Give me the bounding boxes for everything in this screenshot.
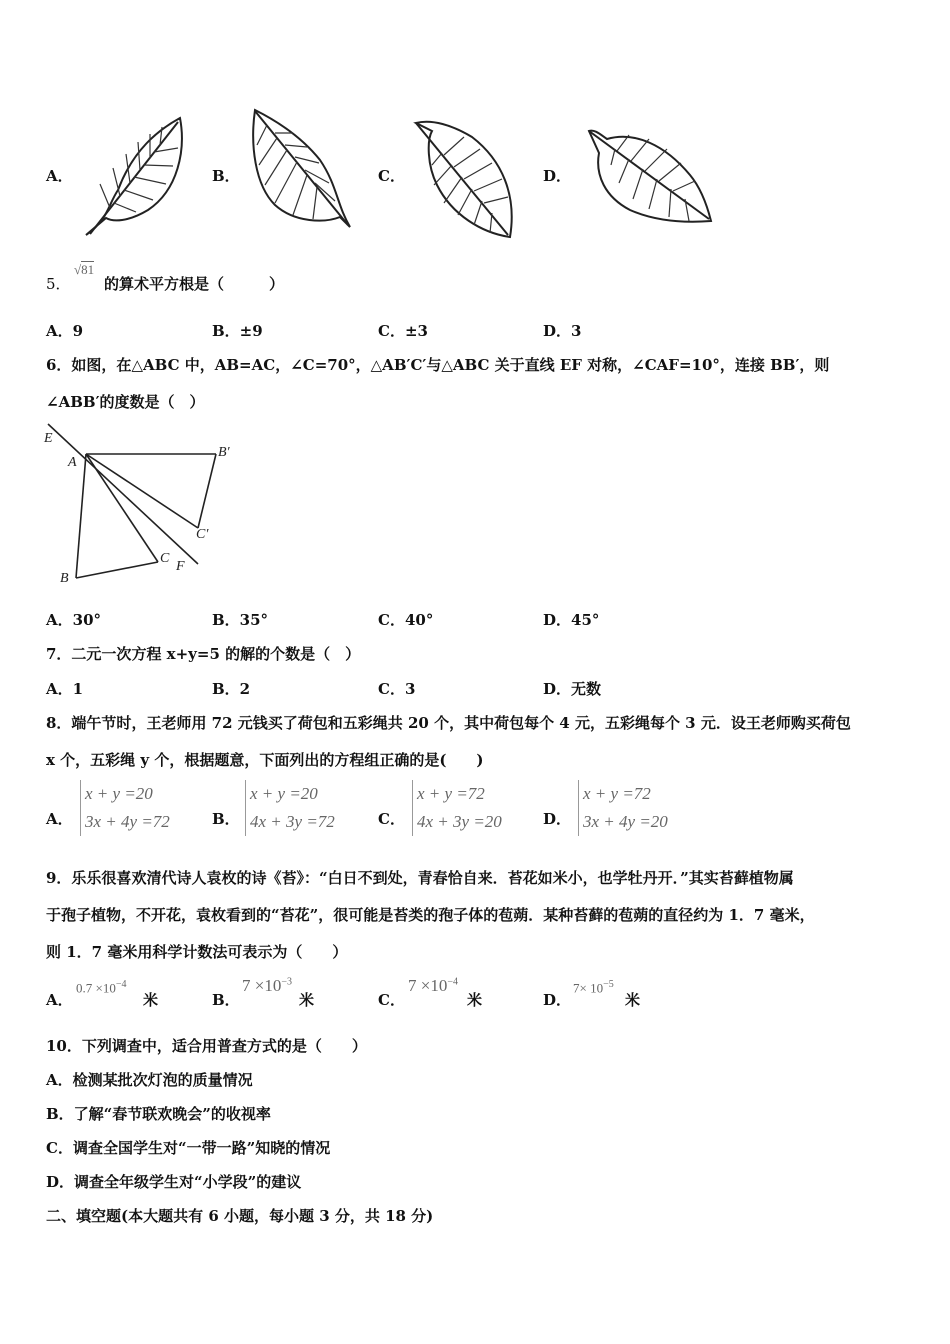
segment-bc (76, 562, 158, 578)
equation: x + y =72 (583, 784, 651, 803)
leaf-icon (412, 115, 522, 245)
q10-option-c: C．调查全国学生对“一带一路”知晓的情况 (46, 1139, 331, 1157)
q7-option-c: C．3 (378, 680, 416, 698)
q9-stem-line2: 于孢子植物，不开花，袁枚看到的“苔花”，很可能是苔类的孢子体的苞蒴．某种苔藓的苞蒴的直径约为 1．7 毫米， (46, 906, 815, 924)
label-b1: B′ (218, 445, 230, 460)
q8-option-b-label: B． (212, 810, 240, 828)
q7-stem: 7．二元一次方程 x+y=5 的解的个数是（ ） (46, 645, 361, 663)
label-e: E (44, 431, 53, 446)
q6-stem-line1: 6．如图，在△ABC 中，AB=AC，∠C=70°，△AB′C′与△ABC 关于直线 EF 对称，∠CAF=10°，连接 BB′，则 (46, 356, 830, 374)
q9-option-d-value: $7\times 10^{-5}$ (573, 979, 614, 996)
q8-stem-line1: 8．端午节时，王老师用 72 元钱买了荷包和五彩绳共 20 个，其中荷包每个 4 元，五彩绳每个 3 元．设王老师购买荷包 (46, 714, 851, 732)
segment-ab (76, 454, 86, 578)
q5-option-a: A．9 (46, 322, 84, 340)
q4-option-a-label: A． (46, 167, 73, 185)
q8-option-d-system (578, 780, 668, 836)
q4-option-b-label: B． (212, 167, 240, 185)
label-c: C (160, 551, 170, 566)
q9-option-b-value: $7 \times 10^{-3}$ (242, 976, 292, 995)
q8-option-d-label: D． (543, 810, 572, 828)
q9-stem-line3: 则 1．7 毫米用科学计数法可表示为（ ） (46, 943, 348, 961)
q9-option-d-unit: 米 (625, 991, 641, 1009)
equation: x + y =72 (417, 784, 485, 803)
q10-option-a: A．检测某批次灯泡的质量情况 (46, 1071, 253, 1089)
q7-option-a: A．1 (46, 680, 84, 698)
q8-option-a-system (80, 780, 170, 836)
q6-option-c: C．40° (378, 611, 434, 629)
q5-radicand: 81 (81, 262, 95, 277)
q6-option-a: A．30° (46, 611, 102, 629)
section-2-heading: 二、填空题(本大题共有 6 小题，每小题 3 分，共 18 分) (46, 1207, 434, 1225)
q6-figure (40, 420, 240, 590)
q6-stem-line2: ∠ABB′的度数是（ ） (46, 393, 205, 411)
q6-option-d: D．45° (543, 611, 600, 629)
q9-option-a-value: $0.7 \times 10^{-4}$ (76, 979, 127, 996)
q9-option-a-label: A． (46, 991, 73, 1009)
q9-option-c-label: C． (378, 991, 405, 1009)
q5-option-d: D．3 (543, 322, 582, 340)
q9-option-c-unit: 米 (467, 991, 483, 1009)
segment-ac1 (86, 454, 198, 528)
leaf-icon (585, 125, 715, 230)
equation: 4x + 3y =20 (417, 812, 502, 831)
label-a: A (68, 455, 77, 470)
equation: 3x + 4y =20 (583, 812, 668, 831)
q8-option-a-label: A． (46, 810, 73, 828)
q8-stem-line2: x 个，五彩绳 y 个，根据题意，下面列出的方程组正确的是( ) (46, 751, 484, 769)
q5-option-c: C．±3 (378, 322, 428, 340)
q9-stem-line1: 9．乐乐很喜欢清代诗人袁枚的诗《苔》：“白日不到处，青春恰自来．苔花如米小，也学牡丹开．”其实苔藓植物属 (46, 869, 794, 887)
q9-option-b-unit: 米 (299, 991, 315, 1009)
q7-option-d: D．无数 (543, 680, 602, 698)
sqrt-expression (74, 262, 94, 278)
q10-option-b: B．了解“春节联欢晚会”的收视率 (46, 1105, 271, 1123)
q9-option-d-label: D． (543, 991, 572, 1009)
label-b: B (60, 571, 69, 586)
q4-option-c-label: C． (378, 167, 405, 185)
q8-option-c-system (412, 780, 502, 836)
q5-stem: 的算术平方根是（ ） (104, 275, 285, 293)
q8-option-c-label: C． (378, 810, 405, 828)
q5-option-b: B．±9 (212, 322, 263, 340)
q5-number: 5． (46, 275, 71, 293)
q10-option-d: D．调查全年级学生对“小学段”的建议 (46, 1173, 302, 1191)
q9-option-c-value: $7 \times 10^{-4}$ (408, 976, 458, 995)
line-ef (48, 424, 198, 564)
q9-option-a-unit: 米 (143, 991, 159, 1009)
label-f: F (176, 559, 185, 574)
q8-option-b-system (245, 780, 335, 836)
q9-option-b-label: B． (212, 991, 240, 1009)
segment-ac (86, 454, 158, 562)
sqrt-icon: √ (74, 262, 82, 277)
q10-stem: 10．下列调查中，适合用普查方式的是（ ） (46, 1037, 367, 1055)
q4-option-d-label: D． (543, 167, 572, 185)
equation: x + y =20 (85, 784, 153, 803)
label-c1: C′ (196, 527, 209, 542)
leaf-icon (78, 110, 188, 240)
equation: 3x + 4y =72 (85, 812, 170, 831)
equation: 4x + 3y =72 (250, 812, 335, 831)
q7-option-b: B．2 (212, 680, 251, 698)
segment-b1c1 (198, 454, 216, 528)
q6-option-b: B．35° (212, 611, 269, 629)
leaf-icon (245, 105, 355, 235)
equation: x + y =20 (250, 784, 318, 803)
